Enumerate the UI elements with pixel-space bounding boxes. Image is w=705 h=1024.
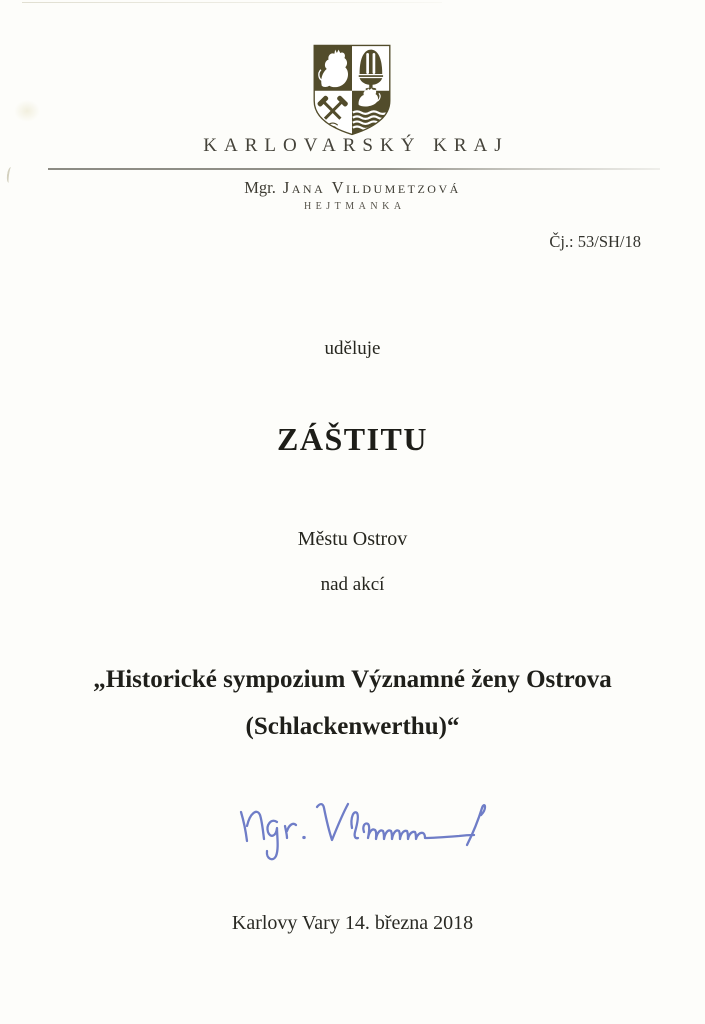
region-name: KARLOVARSKÝ KRAJ xyxy=(203,135,509,156)
event-title xyxy=(0,656,705,750)
place-and-date: Karlovy Vary 14. března 2018 xyxy=(231,912,474,934)
reference-number: Čj.: 53/SH/18 xyxy=(549,232,641,251)
grants-word: uděluje xyxy=(324,338,381,359)
coat-of-arms-icon xyxy=(310,42,394,137)
official-name-line xyxy=(0,178,705,198)
handwritten-signature xyxy=(231,785,496,865)
event-intro: nad akcí xyxy=(320,574,385,595)
header-divider xyxy=(48,168,660,170)
scan-artifact-smudge xyxy=(14,100,40,122)
event-title-line2: (Schlackenwerthu)“ xyxy=(245,713,460,740)
official-role: HEJTMANKA xyxy=(303,201,406,212)
patronage-title: ZÁŠTITU xyxy=(277,421,428,457)
recipient: Městu Ostrov xyxy=(297,528,408,550)
official-degree: Mgr. xyxy=(244,178,276,197)
scan-artifact-top-line xyxy=(22,2,442,3)
official-name: Jana Vildumetzová xyxy=(282,178,461,197)
event-title-line1: „Historické sympozium Významné ženy Ostrova xyxy=(93,666,612,693)
